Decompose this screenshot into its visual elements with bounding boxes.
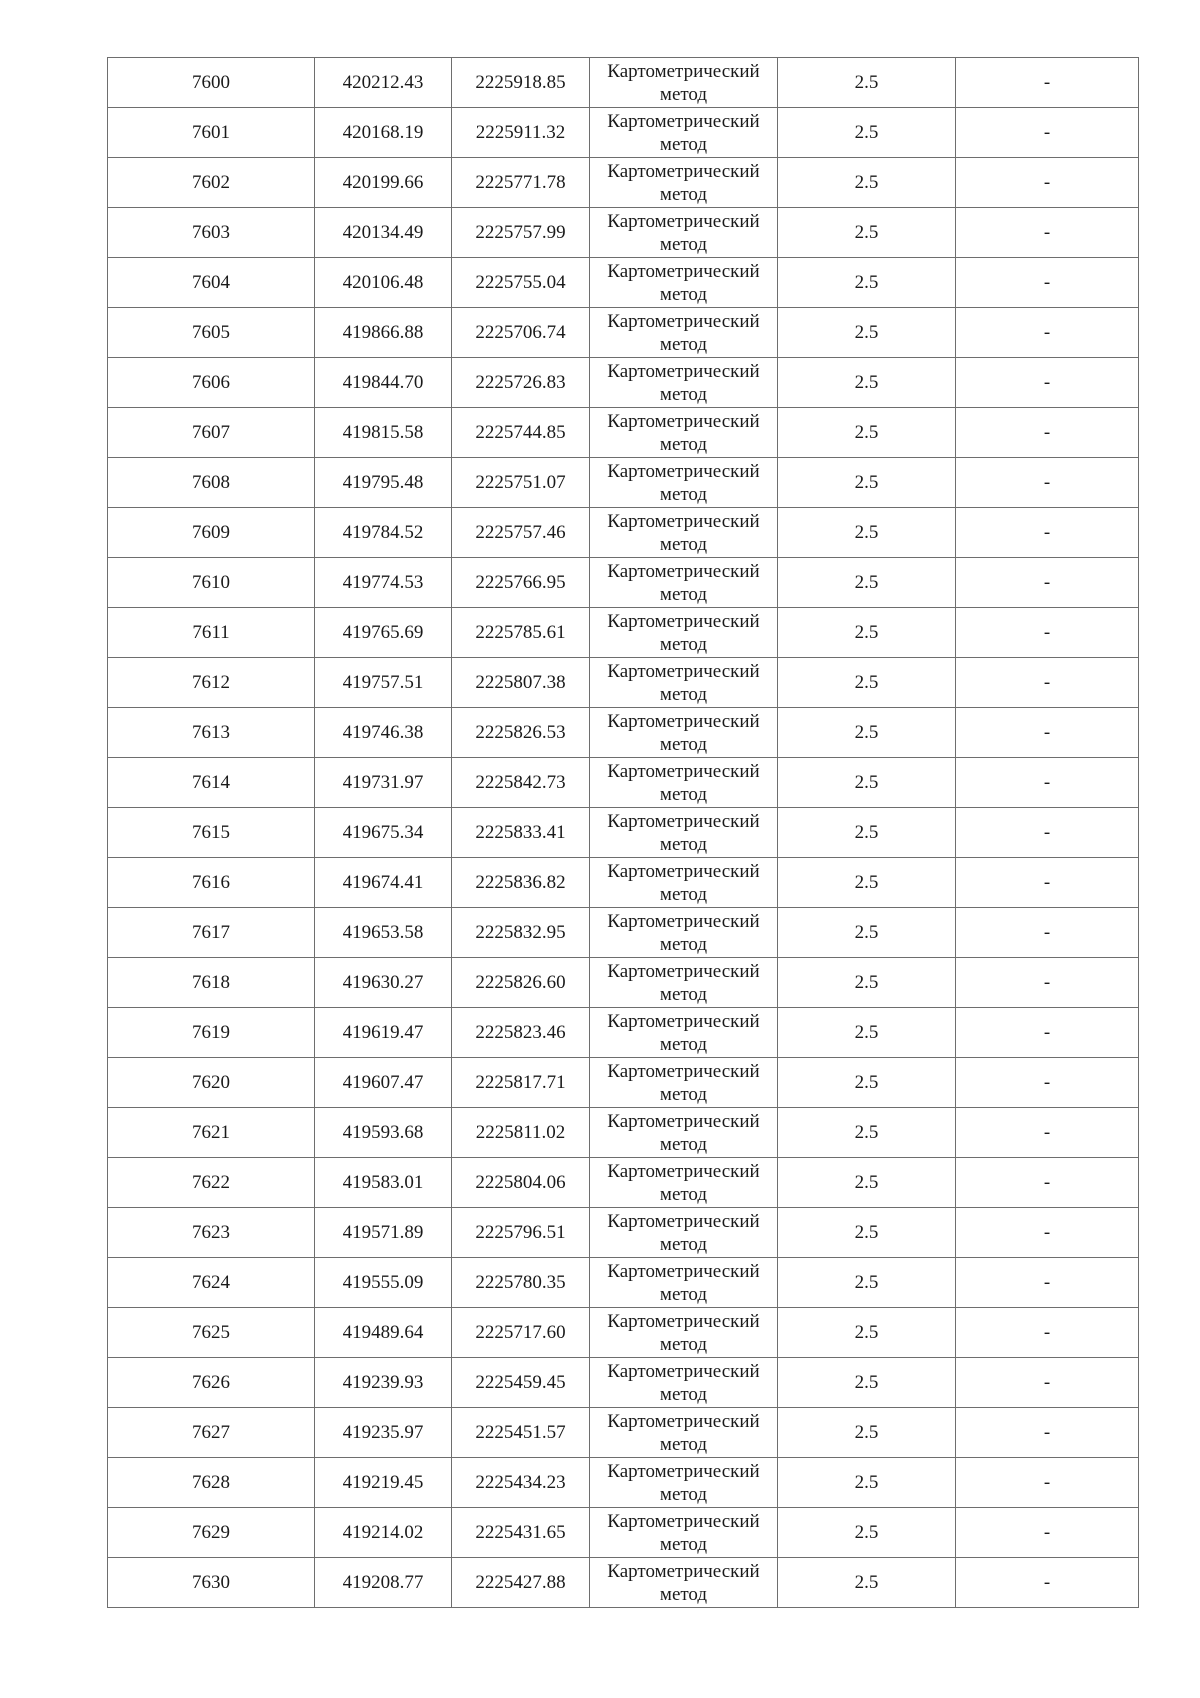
y-coordinate-cell: 2225817.71	[452, 1058, 590, 1108]
x-coordinate-cell: 419607.47	[315, 1058, 452, 1108]
x-coordinate-cell: 419571.89	[315, 1208, 452, 1258]
x-coordinate-cell: 419757.51	[315, 658, 452, 708]
table-row	[108, 1158, 1139, 1208]
note-cell: -	[956, 408, 1139, 458]
method-text: Картометрический метод	[607, 1210, 760, 1255]
method-text: Картометрический метод	[607, 1360, 760, 1405]
table-row	[108, 508, 1139, 558]
method-text: Картометрический метод	[607, 860, 760, 905]
x-coordinate-cell: 419674.41	[315, 858, 452, 908]
x-coordinate-cell: 419489.64	[315, 1308, 452, 1358]
method-cell	[590, 708, 778, 758]
point-number-cell: 7624	[108, 1258, 315, 1308]
note-cell: -	[956, 358, 1139, 408]
table-row	[108, 808, 1139, 858]
method-cell	[590, 508, 778, 558]
method-cell	[590, 158, 778, 208]
method-text: Картометрический метод	[607, 460, 760, 505]
method-cell	[590, 1208, 778, 1258]
method-cell	[590, 1308, 778, 1358]
table-row	[108, 408, 1139, 458]
x-coordinate-cell: 419746.38	[315, 708, 452, 758]
method-cell	[590, 908, 778, 958]
x-coordinate-cell: 419675.34	[315, 808, 452, 858]
note-cell: -	[956, 1408, 1139, 1458]
table-row	[108, 1058, 1139, 1108]
method-cell	[590, 1558, 778, 1608]
method-text: Картометрический метод	[607, 510, 760, 555]
y-coordinate-cell: 2225796.51	[452, 1208, 590, 1258]
note-cell: -	[956, 1258, 1139, 1308]
y-coordinate-cell: 2225833.41	[452, 808, 590, 858]
method-text: Картометрический метод	[607, 1060, 760, 1105]
y-coordinate-cell: 2225459.45	[452, 1358, 590, 1408]
y-coordinate-cell: 2225757.99	[452, 208, 590, 258]
table-row	[108, 1558, 1139, 1608]
note-cell: -	[956, 458, 1139, 508]
table-row	[108, 358, 1139, 408]
point-number-cell: 7619	[108, 1008, 315, 1058]
x-coordinate-cell: 419583.01	[315, 1158, 452, 1208]
x-coordinate-cell: 419619.47	[315, 1008, 452, 1058]
point-number-cell: 7613	[108, 708, 315, 758]
point-number-cell: 7606	[108, 358, 315, 408]
y-coordinate-cell: 2225751.07	[452, 458, 590, 508]
table-row	[108, 1258, 1139, 1308]
method-text: Картометрический метод	[607, 1410, 760, 1455]
note-cell: -	[956, 1208, 1139, 1258]
note-cell: -	[956, 308, 1139, 358]
method-text: Картометрический метод	[607, 610, 760, 655]
method-cell	[590, 1508, 778, 1558]
precision-cell: 2.5	[778, 658, 956, 708]
method-text: Картометрический метод	[607, 310, 760, 355]
method-cell	[590, 1408, 778, 1458]
precision-cell: 2.5	[778, 1308, 956, 1358]
point-number-cell: 7610	[108, 558, 315, 608]
x-coordinate-cell: 419765.69	[315, 608, 452, 658]
note-cell: -	[956, 1358, 1139, 1408]
y-coordinate-cell: 2225771.78	[452, 158, 590, 208]
point-number-cell: 7602	[108, 158, 315, 208]
method-cell	[590, 958, 778, 1008]
point-number-cell: 7608	[108, 458, 315, 508]
note-cell: -	[956, 158, 1139, 208]
x-coordinate-cell: 419214.02	[315, 1508, 452, 1558]
table-row	[108, 858, 1139, 908]
point-number-cell: 7603	[108, 208, 315, 258]
x-coordinate-cell: 419630.27	[315, 958, 452, 1008]
table-row	[108, 108, 1139, 158]
precision-cell: 2.5	[778, 958, 956, 1008]
x-coordinate-cell: 420199.66	[315, 158, 452, 208]
y-coordinate-cell: 2225706.74	[452, 308, 590, 358]
table-row	[108, 708, 1139, 758]
table-row	[108, 908, 1139, 958]
y-coordinate-cell: 2225804.06	[452, 1158, 590, 1208]
table-row	[108, 208, 1139, 258]
method-text: Картометрический метод	[607, 1260, 760, 1305]
y-coordinate-cell: 2225826.60	[452, 958, 590, 1008]
note-cell: -	[956, 1158, 1139, 1208]
method-cell	[590, 658, 778, 708]
method-text: Картометрический метод	[607, 1560, 760, 1605]
point-number-cell: 7623	[108, 1208, 315, 1258]
table-row	[108, 1458, 1139, 1508]
point-number-cell: 7607	[108, 408, 315, 458]
y-coordinate-cell: 2225826.53	[452, 708, 590, 758]
method-text: Картометрический метод	[607, 1110, 760, 1155]
precision-cell: 2.5	[778, 808, 956, 858]
point-number-cell: 7600	[108, 58, 315, 108]
x-coordinate-cell: 419795.48	[315, 458, 452, 508]
point-number-cell: 7621	[108, 1108, 315, 1158]
precision-cell: 2.5	[778, 1058, 956, 1108]
method-cell	[590, 808, 778, 858]
x-coordinate-cell: 420106.48	[315, 258, 452, 308]
method-cell	[590, 258, 778, 308]
y-coordinate-cell: 2225766.95	[452, 558, 590, 608]
x-coordinate-cell: 419208.77	[315, 1558, 452, 1608]
x-coordinate-cell: 420134.49	[315, 208, 452, 258]
x-coordinate-cell: 419844.70	[315, 358, 452, 408]
x-coordinate-cell: 419235.97	[315, 1408, 452, 1458]
method-cell	[590, 1058, 778, 1108]
precision-cell: 2.5	[778, 1158, 956, 1208]
y-coordinate-cell: 2225842.73	[452, 758, 590, 808]
note-cell: -	[956, 58, 1139, 108]
point-number-cell: 7601	[108, 108, 315, 158]
point-number-cell: 7618	[108, 958, 315, 1008]
method-cell	[590, 1008, 778, 1058]
precision-cell: 2.5	[778, 508, 956, 558]
table-row	[108, 758, 1139, 808]
method-cell	[590, 758, 778, 808]
precision-cell: 2.5	[778, 908, 956, 958]
method-text: Картометрический метод	[607, 960, 760, 1005]
method-text: Картометрический метод	[607, 360, 760, 405]
table-row	[108, 558, 1139, 608]
note-cell: -	[956, 258, 1139, 308]
y-coordinate-cell: 2225785.61	[452, 608, 590, 658]
note-cell: -	[956, 1108, 1139, 1158]
point-number-cell: 7630	[108, 1558, 315, 1608]
coordinates-table	[107, 57, 1139, 1608]
precision-cell: 2.5	[778, 1208, 956, 1258]
x-coordinate-cell: 420212.43	[315, 58, 452, 108]
precision-cell: 2.5	[778, 1258, 956, 1308]
x-coordinate-cell: 419219.45	[315, 1458, 452, 1508]
method-text: Картометрический метод	[607, 1010, 760, 1055]
point-number-cell: 7617	[108, 908, 315, 958]
x-coordinate-cell: 419653.58	[315, 908, 452, 958]
note-cell: -	[956, 558, 1139, 608]
x-coordinate-cell: 419593.68	[315, 1108, 452, 1158]
note-cell: -	[956, 1058, 1139, 1108]
point-number-cell: 7626	[108, 1358, 315, 1408]
y-coordinate-cell: 2225911.32	[452, 108, 590, 158]
precision-cell: 2.5	[778, 1508, 956, 1558]
precision-cell: 2.5	[778, 258, 956, 308]
point-number-cell: 7622	[108, 1158, 315, 1208]
x-coordinate-cell: 419555.09	[315, 1258, 452, 1308]
table-row	[108, 1108, 1139, 1158]
precision-cell: 2.5	[778, 408, 956, 458]
method-cell	[590, 308, 778, 358]
table-row	[108, 1008, 1139, 1058]
x-coordinate-cell: 419774.53	[315, 558, 452, 608]
precision-cell: 2.5	[778, 108, 956, 158]
method-cell	[590, 1358, 778, 1408]
y-coordinate-cell: 2225755.04	[452, 258, 590, 308]
point-number-cell: 7604	[108, 258, 315, 308]
note-cell: -	[956, 808, 1139, 858]
method-text: Картометрический метод	[607, 60, 760, 105]
point-number-cell: 7615	[108, 808, 315, 858]
note-cell: -	[956, 1458, 1139, 1508]
point-number-cell: 7612	[108, 658, 315, 708]
precision-cell: 2.5	[778, 1558, 956, 1608]
precision-cell: 2.5	[778, 1108, 956, 1158]
method-text: Картометрический метод	[607, 910, 760, 955]
method-text: Картометрический метод	[607, 160, 760, 205]
precision-cell: 2.5	[778, 58, 956, 108]
y-coordinate-cell: 2225811.02	[452, 1108, 590, 1158]
y-coordinate-cell: 2225431.65	[452, 1508, 590, 1558]
x-coordinate-cell: 419784.52	[315, 508, 452, 558]
y-coordinate-cell: 2225757.46	[452, 508, 590, 558]
table-row	[108, 1358, 1139, 1408]
method-cell	[590, 1158, 778, 1208]
coordinates-table-body	[108, 58, 1139, 1608]
point-number-cell: 7614	[108, 758, 315, 808]
precision-cell: 2.5	[778, 208, 956, 258]
method-text: Картометрический метод	[607, 1160, 760, 1205]
point-number-cell: 7605	[108, 308, 315, 358]
note-cell: -	[956, 108, 1139, 158]
precision-cell: 2.5	[778, 608, 956, 658]
method-text: Картометрический метод	[607, 810, 760, 855]
y-coordinate-cell: 2225836.82	[452, 858, 590, 908]
note-cell: -	[956, 758, 1139, 808]
table-row	[108, 1308, 1139, 1358]
y-coordinate-cell: 2225434.23	[452, 1458, 590, 1508]
method-text: Картометрический метод	[607, 260, 760, 305]
x-coordinate-cell: 419866.88	[315, 308, 452, 358]
note-cell: -	[956, 1508, 1139, 1558]
table-row	[108, 1508, 1139, 1558]
x-coordinate-cell: 419731.97	[315, 758, 452, 808]
method-text: Картометрический метод	[607, 660, 760, 705]
method-text: Картометрический метод	[607, 710, 760, 755]
precision-cell: 2.5	[778, 1408, 956, 1458]
method-cell	[590, 208, 778, 258]
note-cell: -	[956, 1008, 1139, 1058]
method-cell	[590, 558, 778, 608]
method-cell	[590, 108, 778, 158]
method-cell	[590, 1258, 778, 1308]
table-row	[108, 658, 1139, 708]
precision-cell: 2.5	[778, 1008, 956, 1058]
method-text: Картометрический метод	[607, 1310, 760, 1355]
method-cell	[590, 608, 778, 658]
method-cell	[590, 358, 778, 408]
note-cell: -	[956, 908, 1139, 958]
point-number-cell: 7625	[108, 1308, 315, 1358]
note-cell: -	[956, 958, 1139, 1008]
precision-cell: 2.5	[778, 458, 956, 508]
y-coordinate-cell: 2225807.38	[452, 658, 590, 708]
method-cell	[590, 408, 778, 458]
note-cell: -	[956, 1558, 1139, 1608]
note-cell: -	[956, 208, 1139, 258]
note-cell: -	[956, 858, 1139, 908]
point-number-cell: 7611	[108, 608, 315, 658]
method-cell	[590, 858, 778, 908]
table-row	[108, 258, 1139, 308]
point-number-cell: 7627	[108, 1408, 315, 1458]
precision-cell: 2.5	[778, 558, 956, 608]
precision-cell: 2.5	[778, 358, 956, 408]
y-coordinate-cell: 2225744.85	[452, 408, 590, 458]
note-cell: -	[956, 1308, 1139, 1358]
y-coordinate-cell: 2225823.46	[452, 1008, 590, 1058]
method-text: Картометрический метод	[607, 560, 760, 605]
method-text: Картометрический метод	[607, 1460, 760, 1505]
x-coordinate-cell: 420168.19	[315, 108, 452, 158]
precision-cell: 2.5	[778, 708, 956, 758]
point-number-cell: 7629	[108, 1508, 315, 1558]
y-coordinate-cell: 2225726.83	[452, 358, 590, 408]
point-number-cell: 7609	[108, 508, 315, 558]
point-number-cell: 7628	[108, 1458, 315, 1508]
y-coordinate-cell: 2225780.35	[452, 1258, 590, 1308]
point-number-cell: 7616	[108, 858, 315, 908]
note-cell: -	[956, 508, 1139, 558]
table-row	[108, 1208, 1139, 1258]
method-text: Картометрический метод	[607, 1510, 760, 1555]
table-row	[108, 58, 1139, 108]
precision-cell: 2.5	[778, 1458, 956, 1508]
y-coordinate-cell: 2225918.85	[452, 58, 590, 108]
table-row	[108, 458, 1139, 508]
precision-cell: 2.5	[778, 758, 956, 808]
x-coordinate-cell: 419815.58	[315, 408, 452, 458]
table-row	[108, 608, 1139, 658]
precision-cell: 2.5	[778, 158, 956, 208]
method-cell	[590, 58, 778, 108]
note-cell: -	[956, 708, 1139, 758]
note-cell: -	[956, 608, 1139, 658]
table-row	[108, 958, 1139, 1008]
method-cell	[590, 458, 778, 508]
y-coordinate-cell: 2225451.57	[452, 1408, 590, 1458]
y-coordinate-cell: 2225832.95	[452, 908, 590, 958]
y-coordinate-cell: 2225717.60	[452, 1308, 590, 1358]
method-text: Картометрический метод	[607, 410, 760, 455]
precision-cell: 2.5	[778, 1358, 956, 1408]
note-cell: -	[956, 658, 1139, 708]
method-cell	[590, 1108, 778, 1158]
method-text: Картометрический метод	[607, 110, 760, 155]
precision-cell: 2.5	[778, 308, 956, 358]
method-text: Картометрический метод	[607, 210, 760, 255]
table-row	[108, 1408, 1139, 1458]
y-coordinate-cell: 2225427.88	[452, 1558, 590, 1608]
table-row	[108, 308, 1139, 358]
table-row	[108, 158, 1139, 208]
method-text: Картометрический метод	[607, 760, 760, 805]
precision-cell: 2.5	[778, 858, 956, 908]
method-cell	[590, 1458, 778, 1508]
point-number-cell: 7620	[108, 1058, 315, 1108]
x-coordinate-cell: 419239.93	[315, 1358, 452, 1408]
